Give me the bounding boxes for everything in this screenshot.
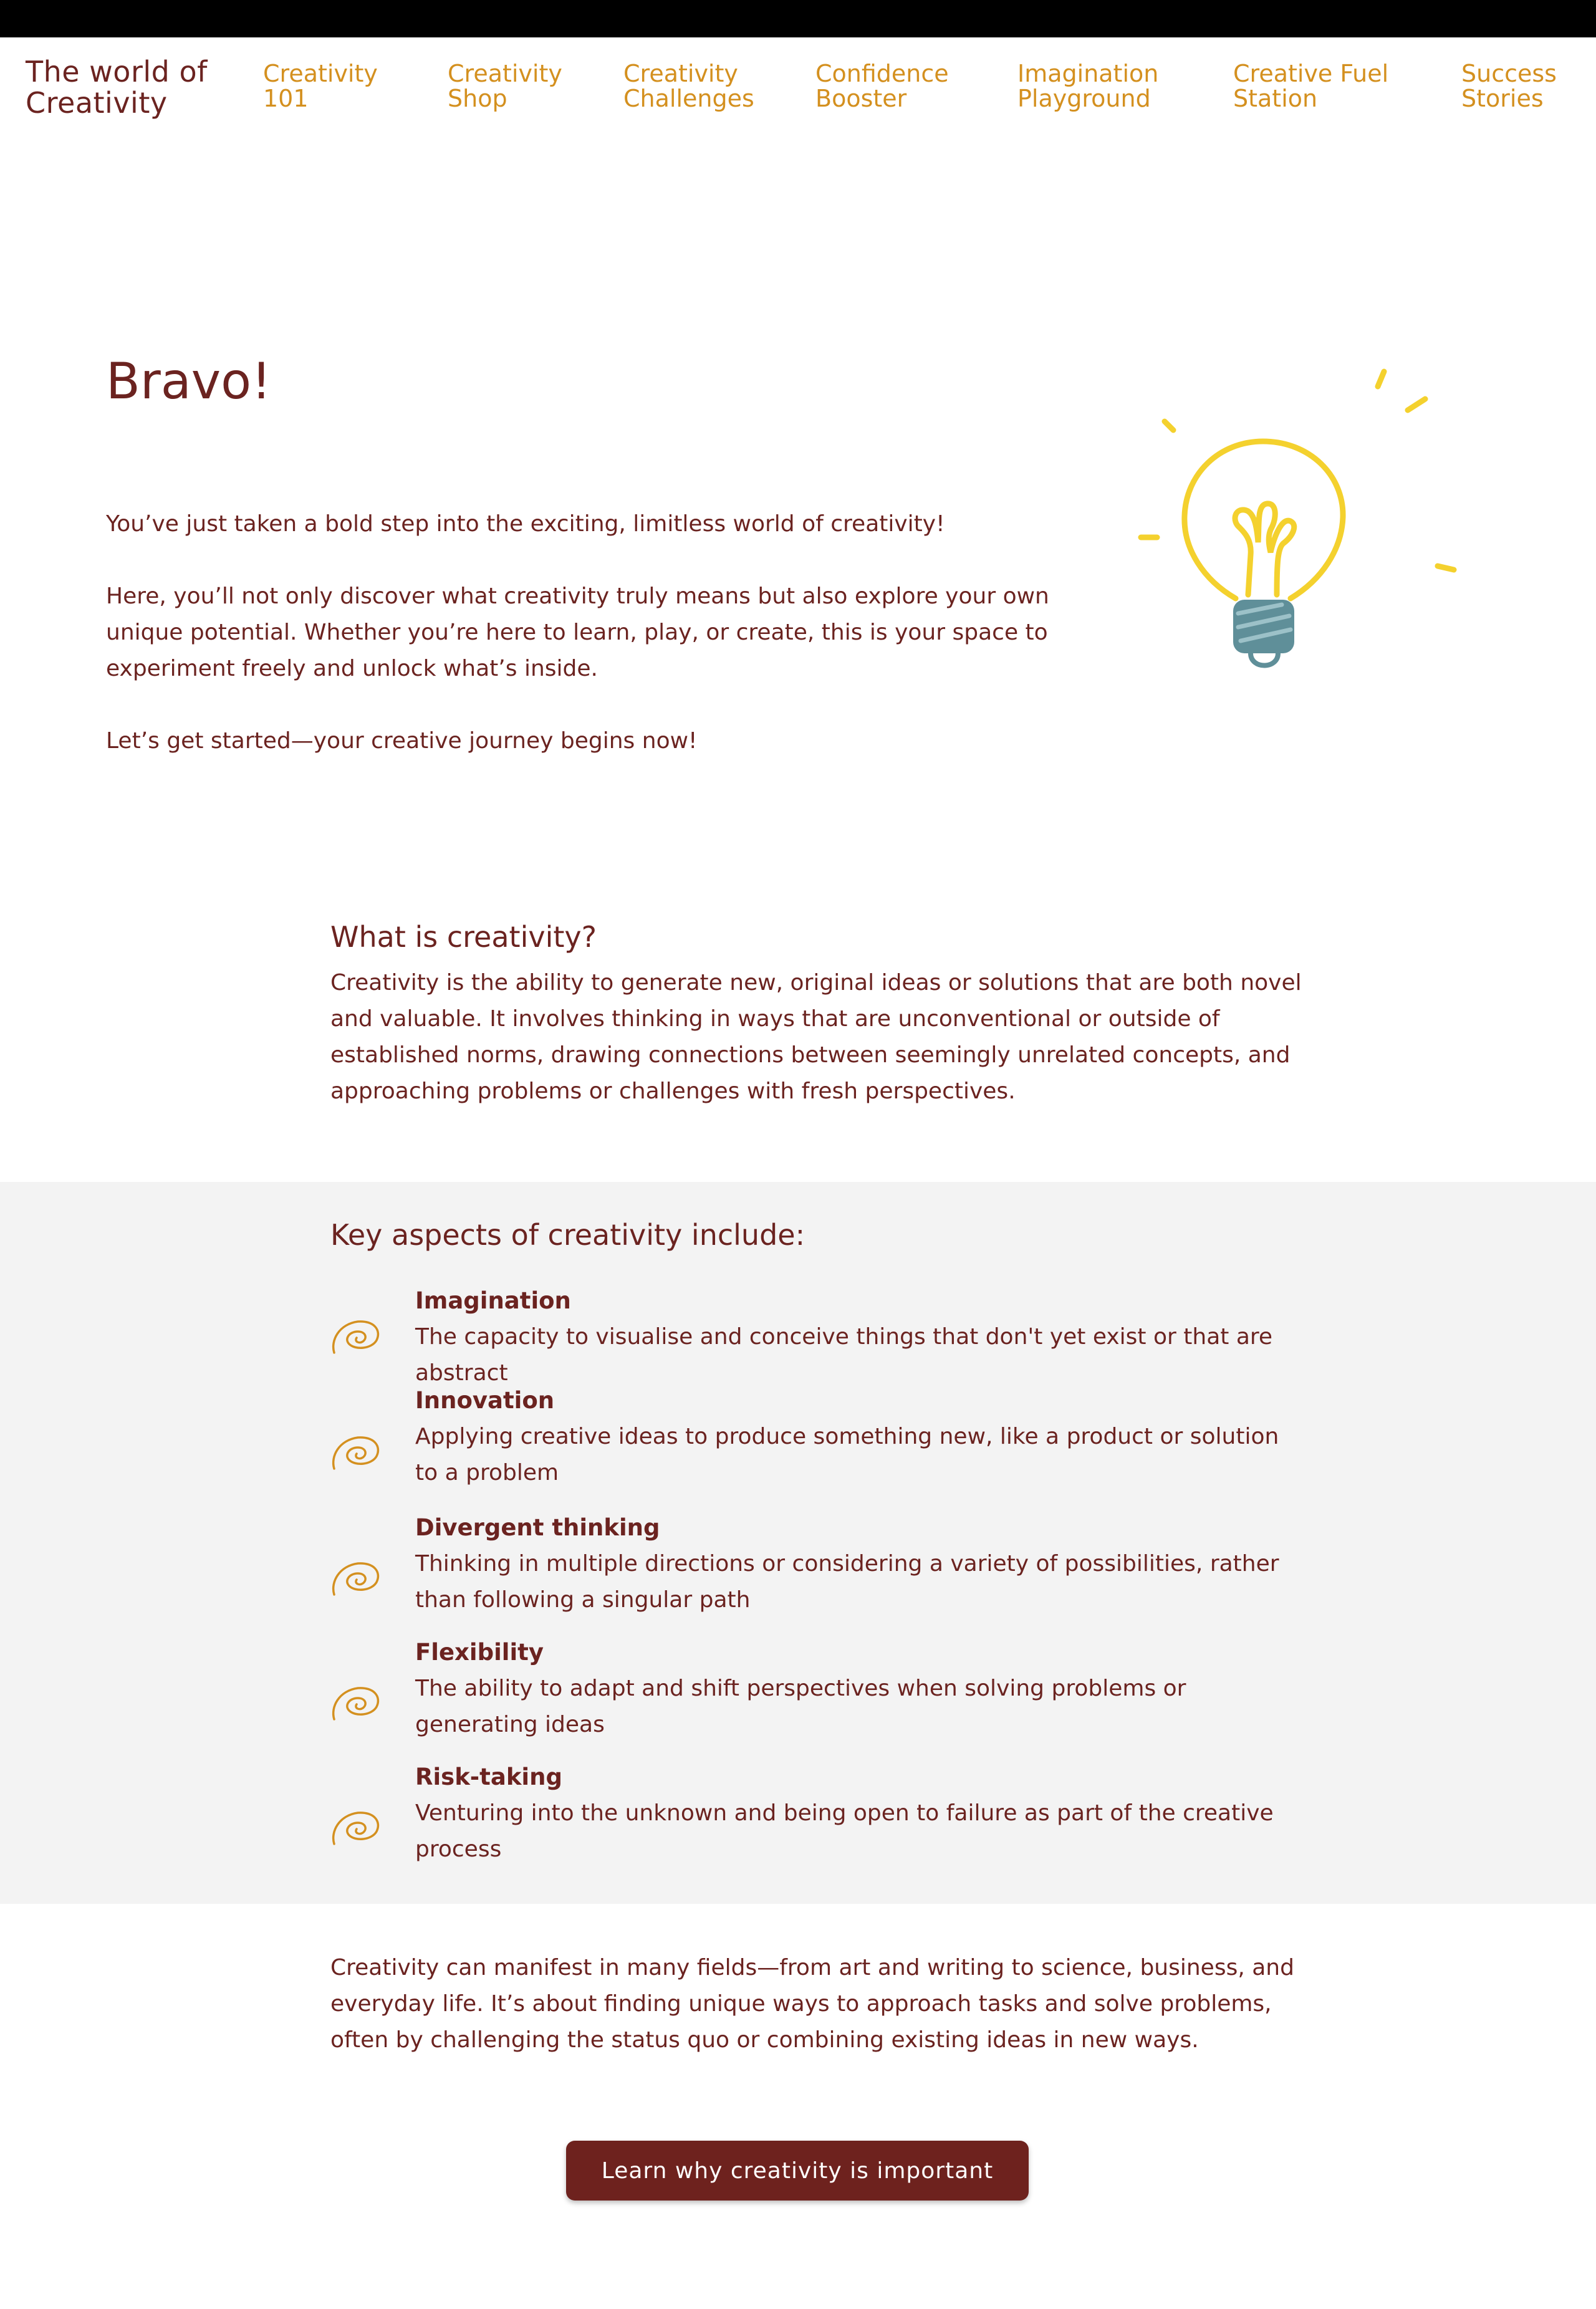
swirl-icon <box>330 1682 383 1726</box>
nav-item-confidence-booster[interactable]: Confidence Booster <box>815 60 949 112</box>
site-header <box>0 37 1596 131</box>
aspect-text: The ability to adapt and shift perspectives when solving problems or generating ideas <box>415 1676 1186 1737</box>
section-text: Creativity is the ability to generate new, original ideas or solutions that are both novel and valuable. It involves thinking in ways that are unconventional or outside of established norms, drawing connections between seemingly unrelated concepts, and approaching problems or challenges with fresh perspectives. <box>330 970 1302 1104</box>
nav-item-imagination-playground[interactable]: Imagination Playground <box>1017 60 1159 112</box>
swirl-icon <box>330 1431 383 1475</box>
aspect-text: Thinking in multiple directions or considering a variety of possibilities, rather than following a singular path <box>415 1551 1279 1613</box>
what-is-creativity-section <box>330 915 1303 1110</box>
lightbulb-icon <box>1135 368 1465 679</box>
aspect-title: Risk-taking <box>415 1764 562 1790</box>
nav-item-creativity-shop[interactable]: Creativity Shop <box>448 60 562 112</box>
swirl-icon <box>330 1557 383 1601</box>
hero-paragraph: You’ve just taken a bold step into the exciting, limitless world of creativity! <box>106 511 945 537</box>
aspect-title: Flexibility <box>415 1639 544 1666</box>
hero-paragraph: Let’s get started—your creative journey begins now! <box>106 728 698 754</box>
aspect-title: Imagination <box>415 1287 571 1314</box>
site-logo[interactable]: The world of Creativity <box>26 55 208 120</box>
hero-title: Bravo! <box>106 352 272 410</box>
section-heading: What is creativity? <box>330 920 597 954</box>
learn-why-creativity-button[interactable]: Learn why creativity is important <box>566 2141 1029 2201</box>
nav-item-success-stories[interactable]: Success Stories <box>1461 60 1557 112</box>
top-black-bar <box>0 0 1596 37</box>
nav-item-creative-fuel-station[interactable]: Creative Fuel Station <box>1233 60 1389 112</box>
hero-intro <box>106 506 1079 795</box>
hero-paragraph: Here, you’ll not only discover what creativity truly means but also explore your own unique potential. Whether you’re here to learn, play, or create, this is your space to experiment freely and unlock what’s inside. <box>106 583 1049 681</box>
aspect-text: Venturing into the unknown and being open to failure as part of the creative process <box>415 1800 1274 1862</box>
aspect-text: The capacity to visualise and conceive things that don't yet exist or that are abstract <box>415 1324 1273 1386</box>
aspect-text: Applying creative ideas to produce something new, like a product or solution to a problem <box>415 1424 1279 1486</box>
manifest-paragraph: Creativity can manifest in many fields—from art and writing to science, business, and everyday life. It’s about finding unique ways to approach tasks and solve problems, often by challenging the status quo or combining existing ideas in new ways. <box>330 1955 1294 2053</box>
swirl-icon <box>330 1807 383 1850</box>
aspect-title: Divergent thinking <box>415 1514 660 1541</box>
nav-item-creativity-101[interactable]: Creativity 101 <box>263 60 378 112</box>
swirl-icon <box>330 1315 383 1359</box>
key-aspects-heading: Key aspects of creativity include: <box>330 1218 805 1252</box>
aspect-title: Innovation <box>415 1387 555 1414</box>
nav-item-creativity-challenges[interactable]: Creativity Challenges <box>623 60 754 112</box>
